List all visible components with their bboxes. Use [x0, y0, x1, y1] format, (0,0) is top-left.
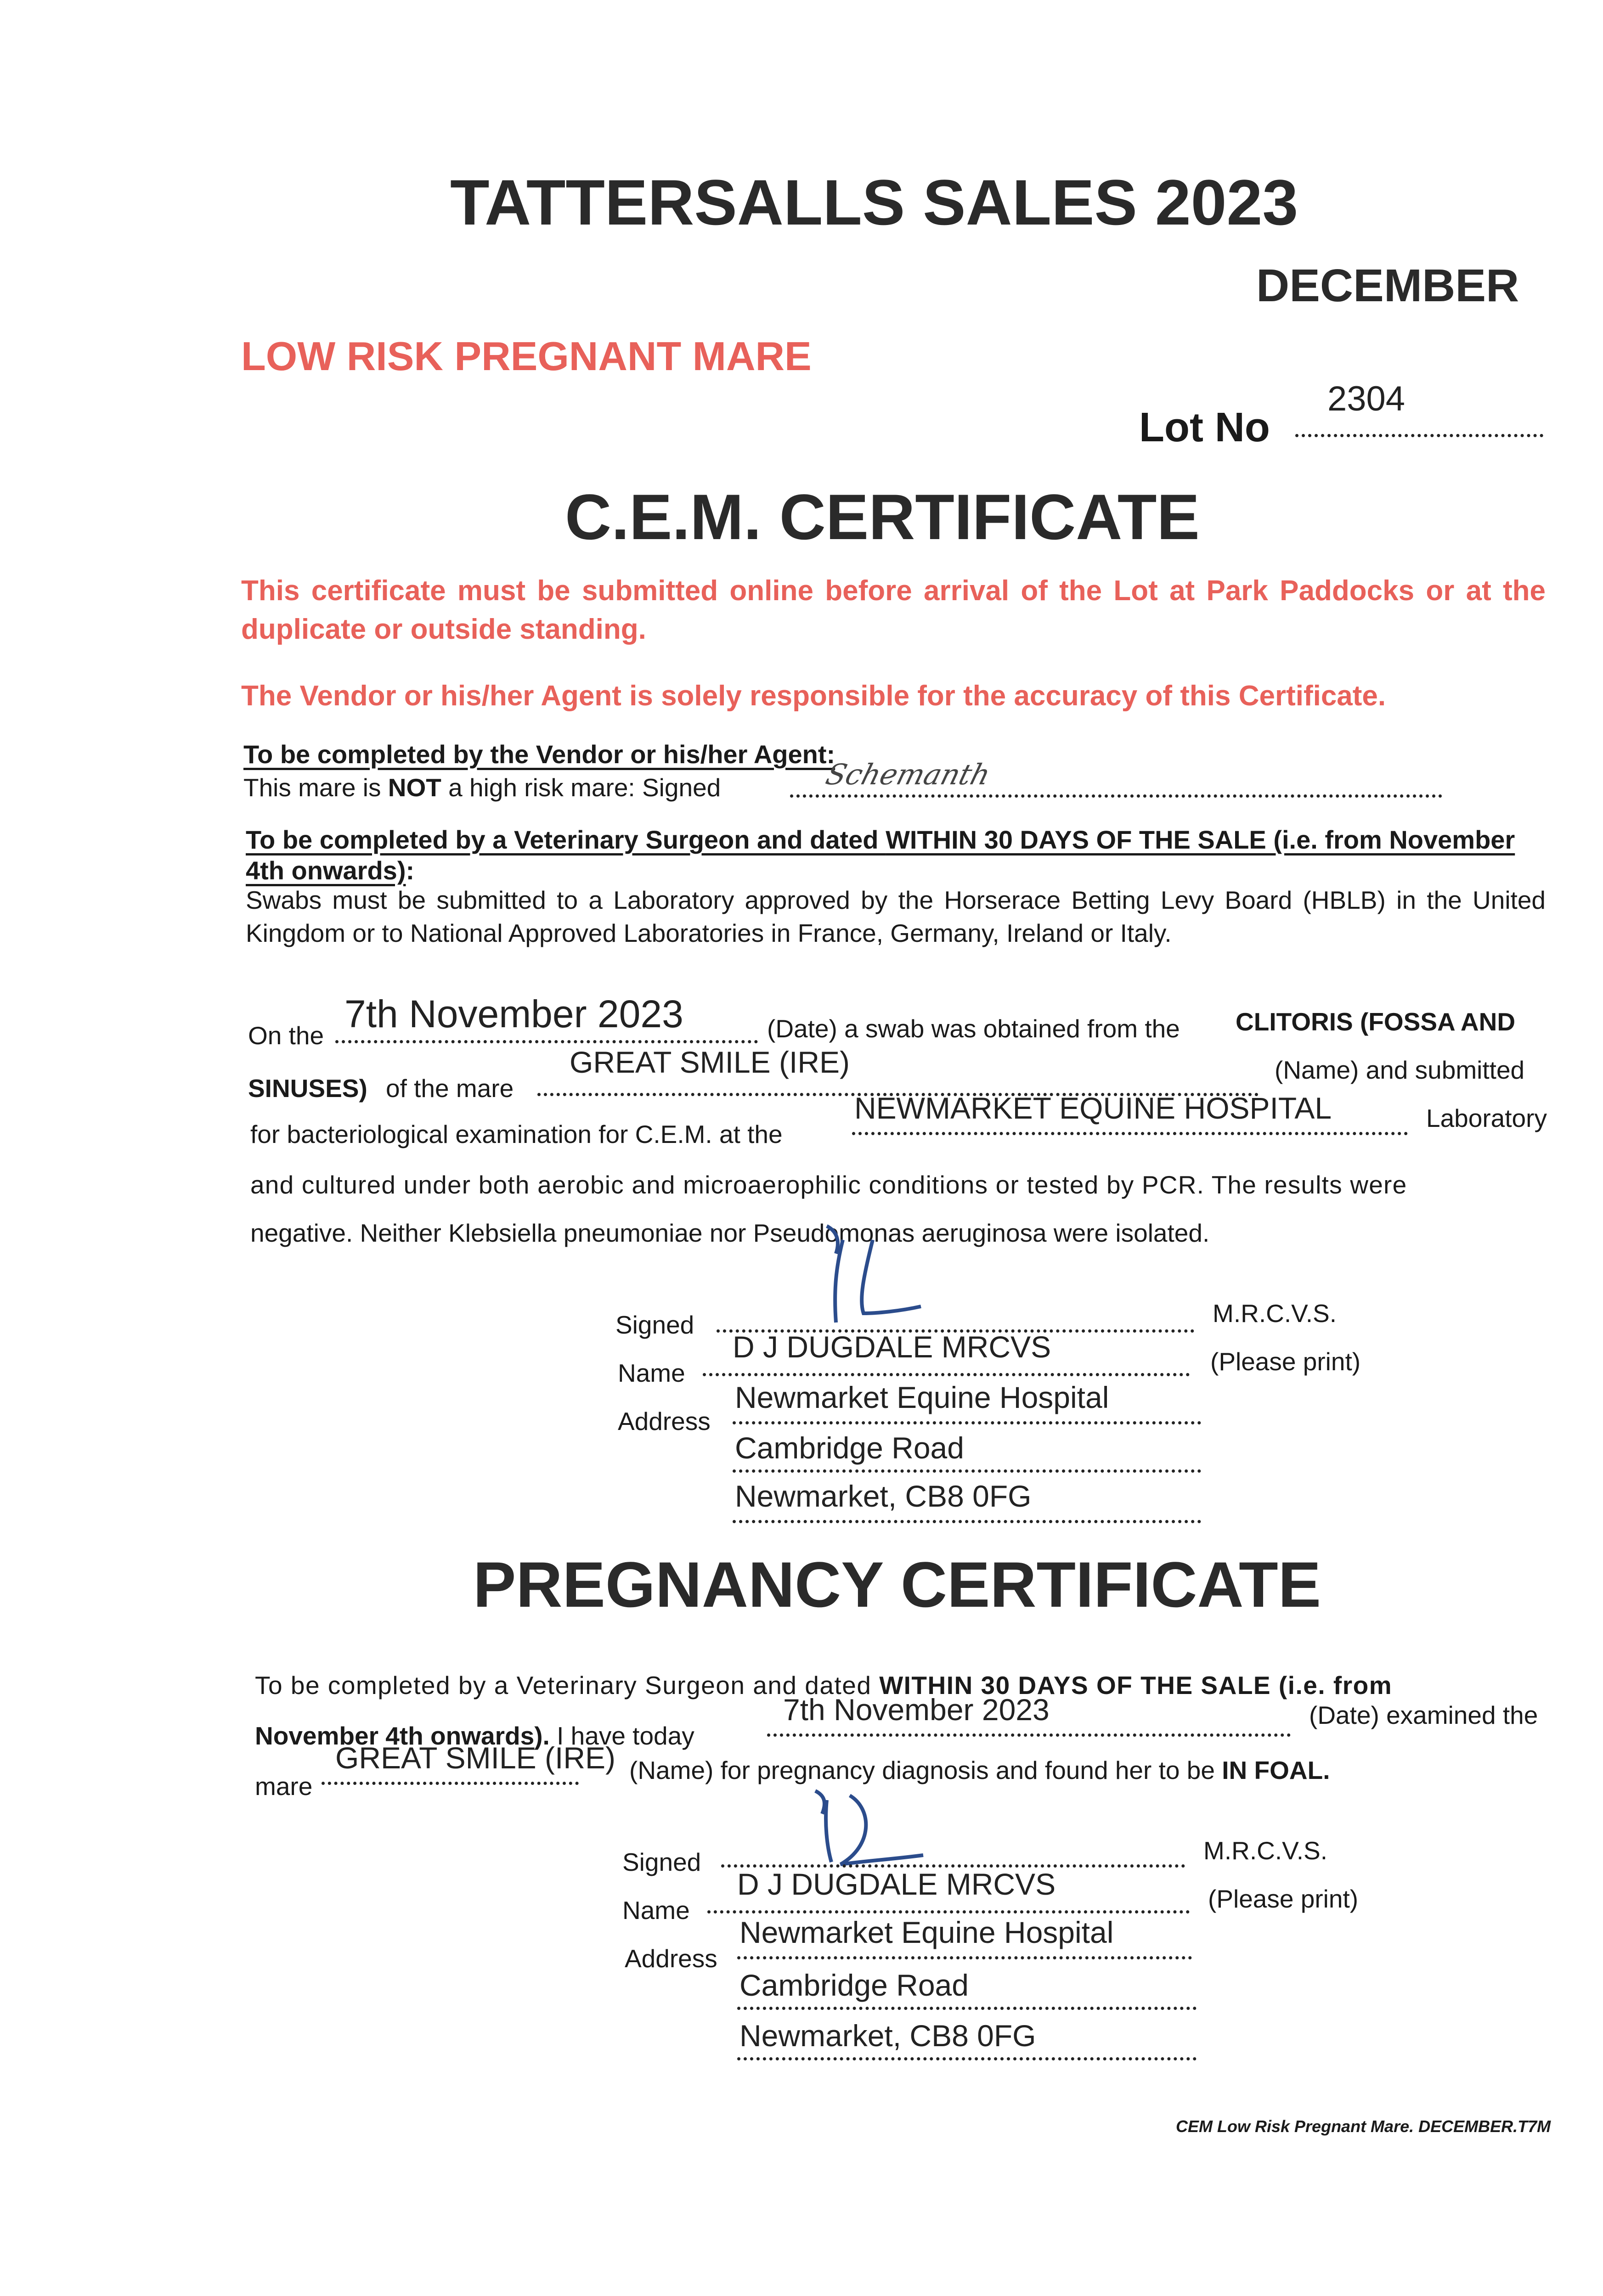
negative-text: negative. Neither Klebsiella pneumoniae nor Pseudomonas aeruginosa were isolated. [250, 1219, 1210, 1247]
pregnancy-vet-name: D J DUGDALE MRCVS [737, 1867, 1056, 1901]
vendor-signature: Schemanth [822, 758, 994, 791]
pregnancy-mare-label: mare [255, 1772, 313, 1801]
vet-heading-1: To be completed by a Veterinary Surgeon and dated [246, 825, 886, 854]
pregnancy-mrcvs: M.R.C.V.S. [1203, 1836, 1327, 1865]
pregnancy-line-2-bold: November 4th onwards). [255, 1722, 550, 1750]
cem-warning-responsibility: The Vendor or his/her Agent is solely responsible for the accuracy of this Certificate. [241, 680, 1386, 712]
pregnancy-address-1: Newmarket Equine Hospital [739, 1915, 1114, 1949]
pregnancy-name-label: Name [622, 1896, 690, 1925]
cultured-text: and cultured under both aerobic and microaerophilic conditions or tested by PCR. The results were [250, 1171, 1407, 1199]
on-the-label: On the [248, 1021, 324, 1050]
vendor-section-heading: To be completed by the Vendor or his/her Agent: [243, 740, 835, 769]
cem-address-label: Address [618, 1407, 711, 1435]
pregnancy-line-1-bold: WITHIN 30 DAYS OF THE SALE [879, 1671, 1271, 1699]
cem-warning-submission: This certificate must be submitted online before arrival of the Lot at Park Paddocks or at the duplicate or outside standing. [241, 575, 1546, 645]
vendor-text-not: NOT [388, 773, 441, 802]
document-title: TATTERSALLS SALES 2023 [450, 166, 1298, 238]
pregnancy-name-text: (Name) for pregnancy diagnosis and found her to be [629, 1756, 1222, 1784]
cem-address-3: Newmarket, CB8 0FG [735, 1479, 1032, 1513]
pregnancy-signed-label: Signed [622, 1848, 701, 1876]
cem-address-2: Cambridge Road [735, 1431, 964, 1465]
pregnancy-certificate-title: PREGNANCY CERTIFICATE [473, 1548, 1321, 1621]
pregnancy-line-1b: (i.e. from [1271, 1671, 1393, 1699]
cem-address-1: Newmarket Equine Hospital [735, 1380, 1109, 1414]
pregnancy-date-value: 7th November 2023 [783, 1693, 1050, 1727]
cem-mrcvs: M.R.C.V.S. [1213, 1299, 1337, 1328]
for-bacteriological-text: for bacteriological examination for C.E.M. at the [250, 1120, 783, 1148]
pregnancy-date-label: (Date) examined the [1309, 1701, 1538, 1729]
cem-vet-signature [808, 1212, 928, 1327]
mare-type-heading: LOW RISK PREGNANT MARE [241, 333, 812, 379]
of-the-mare-label: of the mare [386, 1074, 514, 1103]
cem-name-label: Name [618, 1359, 685, 1387]
pregnancy-result-text [629, 1754, 1330, 1787]
cem-signed-label: Signed [615, 1311, 694, 1339]
cem-certificate-title: C.E.M. CERTIFICATE [565, 481, 1200, 553]
sale-name: DECEMBER [1256, 260, 1519, 311]
swab-instructions: Swabs must be submitted to a Laboratory approved by the Horserace Betting Levy Board (HBLB) in the United Kingdom or to National Approved Laboratories in France, Germany, Ireland or Italy. [246, 886, 1546, 947]
in-foal-text: IN FOAL. [1222, 1756, 1330, 1784]
lot-label: Lot No [1139, 405, 1270, 450]
cem-date-label: (Date) a swab was obtained from the [767, 1014, 1180, 1043]
vet-section-heading [246, 824, 1550, 886]
pregnancy-address-label: Address [625, 1944, 717, 1973]
pregnancy-address-2: Cambridge Road [739, 1968, 969, 2002]
vendor-text-2: a high risk mare: Signed [441, 773, 721, 802]
vet-heading-bold: WITHIN 30 DAYS OF THE SALE (i.e. from November 4th onwards) [246, 825, 1515, 885]
cem-please-print: (Please print) [1210, 1347, 1361, 1376]
footer-code: CEM Low Risk Pregnant Mare. DECEMBER.T7M [1176, 2117, 1551, 2136]
vendor-statement [243, 771, 721, 805]
laboratory-value: NEWMARKET EQUINE HOSPITAL [854, 1091, 1332, 1125]
pregnancy-signed-line [721, 1846, 1185, 1868]
lot-number: 2304 [1327, 379, 1405, 418]
pregnancy-please-print: (Please print) [1208, 1885, 1359, 1913]
clitoris-text: CLITORIS (FOSSA AND [1236, 1007, 1516, 1036]
pregnancy-mare-name: GREAT SMILE (IRE) [335, 1741, 615, 1775]
sinuses-text: SINUSES) [248, 1074, 367, 1103]
vet-heading-end: : [406, 856, 415, 885]
laboratory-label: Laboratory [1426, 1104, 1547, 1132]
vendor-text-1: This mare is [243, 773, 388, 802]
pregnancy-address-3: Newmarket, CB8 0FG [739, 2019, 1036, 2053]
pregnancy-line-1a: To be completed by a Veterinary Surgeon and dated [255, 1671, 880, 1699]
name-and-submitted-label: (Name) and submitted [1275, 1056, 1525, 1084]
cem-mare-name: GREAT SMILE (IRE) [570, 1045, 850, 1079]
lot-number-line [1295, 416, 1543, 437]
pregnancy-line-2a: I have today [549, 1722, 694, 1750]
cem-vet-name: D J DUGDALE MRCVS [733, 1330, 1051, 1364]
cem-date-value: 7th November 2023 [344, 992, 683, 1035]
